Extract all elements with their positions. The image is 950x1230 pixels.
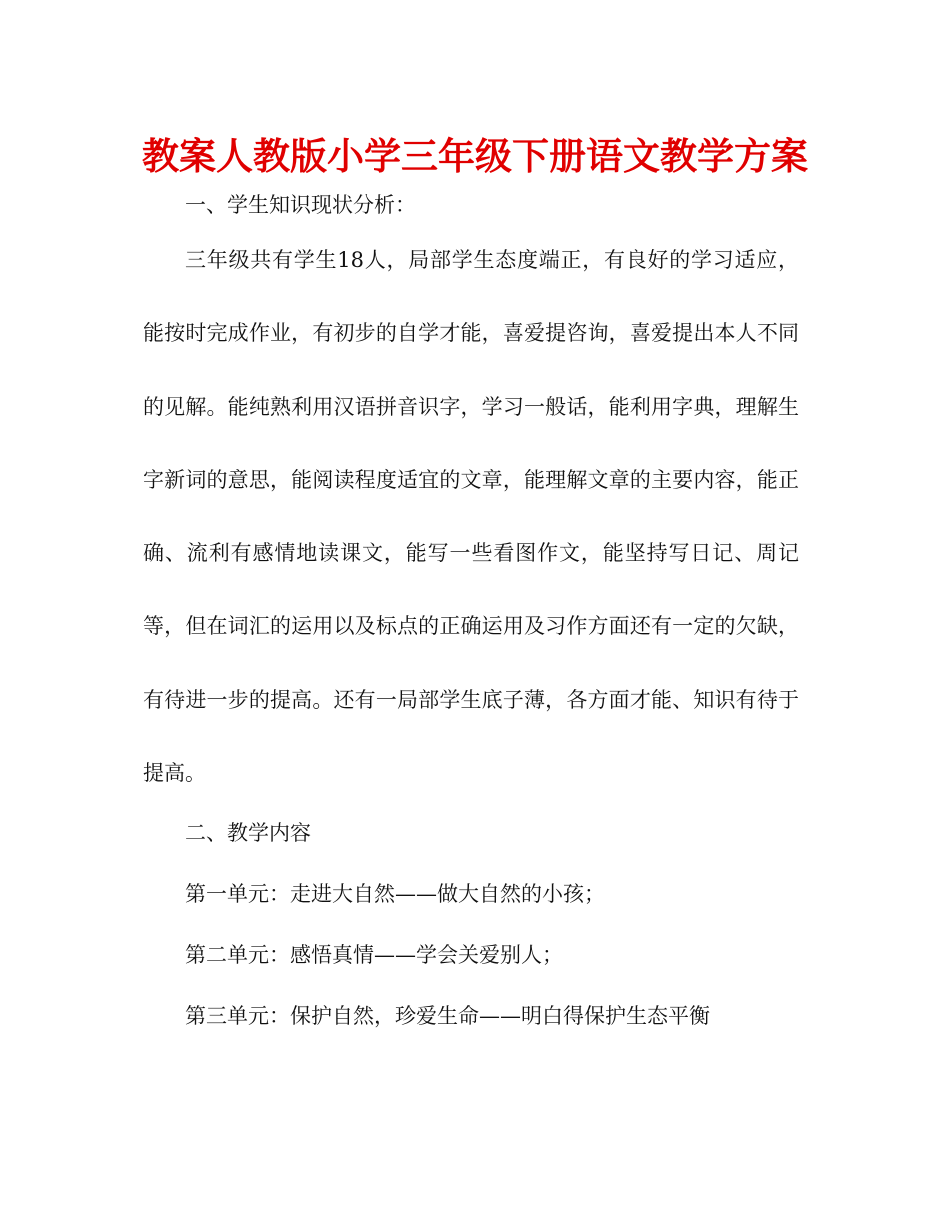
document-title: 教案人教版小学三年级下册语文教学方案 bbox=[142, 135, 808, 178]
unit-item-2: 第二单元：感悟真情——学会关爱别人； bbox=[185, 943, 563, 967]
unit-item-1: 第一单元：走进大自然——做大自然的小孩； bbox=[185, 882, 605, 906]
section-heading-teaching-content: 二、教学内容 bbox=[185, 821, 311, 845]
unit-item-3: 第三单元：保护自然，珍爱生命——明白得保护生态平衡 bbox=[185, 1004, 710, 1028]
section-heading-student-analysis: 一、学生知识现状分析： bbox=[185, 193, 416, 217]
student-analysis-paragraph: 三年级共有学生18人，局部学生态度端正，有良好的学习适应，能按时完成作业，有初步的自学才能，喜爱提咨询，喜爱提出本人不同的见解。能纯熟利用汉语拼音识字，学习一般话，能利用字典，理解生字新词的意思，能阅读程度适宜的文章，能理解文章的主要内容，能正确、流利有感情地读课文，能写一些看图作文，能坚持写日记、周记等，但在词汇的运用以及标点的正确运用及习作方面还有一定的欠缺，有待进一步的提高。还有一局部学生底子薄，各方面才能、知识有待于提高。 bbox=[143, 248, 799, 786]
